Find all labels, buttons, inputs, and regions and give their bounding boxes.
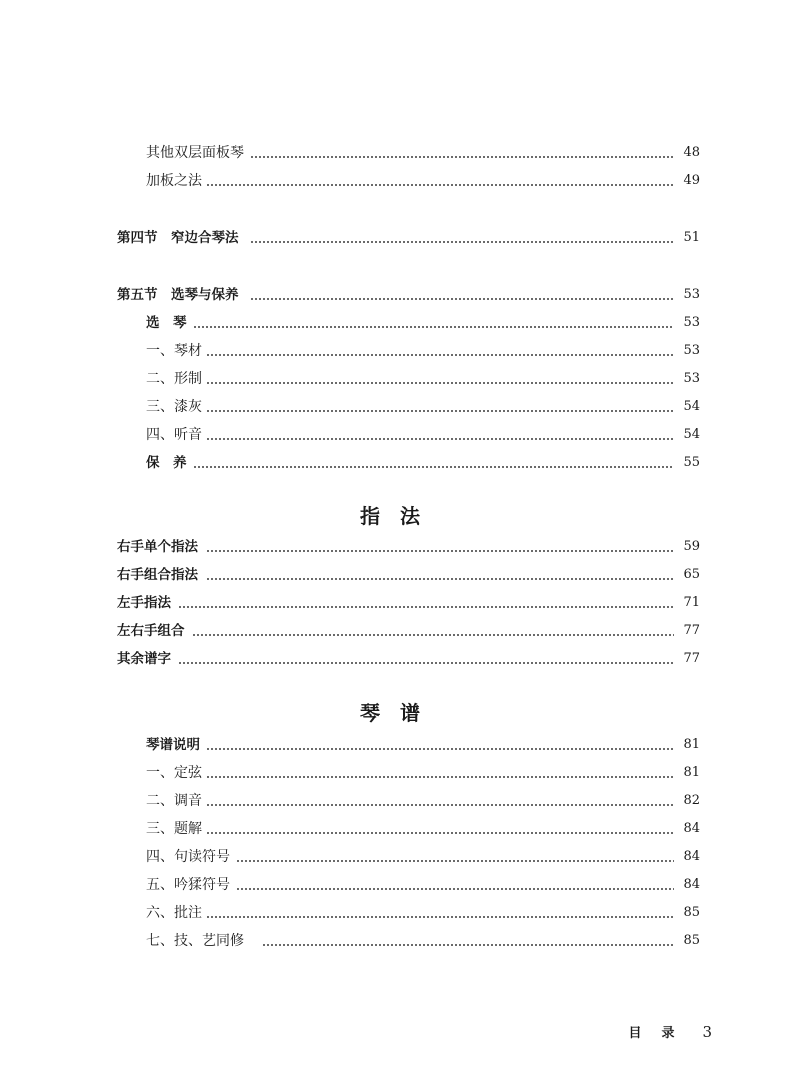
toc-entry-label: 选 琴 [146,311,187,335]
section-heading-fingering: 指法 [360,504,440,528]
toc-leader-dots [206,423,674,447]
toc-entry [0,535,800,559]
page-footer [628,1022,712,1041]
toc-page-number: 48 [683,145,700,160]
toc-entry-label: 保 养 [146,451,187,475]
toc-page-number: 71 [683,595,700,610]
toc-entry [0,339,800,363]
toc-leader-dots [206,395,674,419]
toc-page-number: 53 [683,287,700,302]
toc-leader-dots [236,873,674,897]
toc-leader-dots [192,619,674,643]
toc-page-number: 55 [683,455,700,470]
toc-page-number: 85 [683,933,700,948]
toc-entry-label: 左手指法 [117,591,171,615]
toc-entry-label: 加板之法 [146,169,202,193]
toc-entry [0,395,800,419]
toc-page-number: 65 [683,567,700,582]
toc-entry-label: 一、琴材 [146,339,202,363]
toc-leader-dots [178,647,674,671]
toc-leader-dots [250,283,674,307]
toc-entry [0,591,800,615]
toc-entry [0,169,800,193]
toc-entry-label: 第五节 选琴与保养 [117,283,239,307]
toc-entry-label: 琴谱说明 [146,733,200,757]
toc-page-number: 77 [683,651,700,666]
toc-page-number: 59 [683,539,700,554]
toc-entry-section [0,283,800,307]
toc-leader-dots [236,845,674,869]
toc-page-number: 49 [683,173,700,188]
toc-entry-label: 四、听音 [146,423,202,447]
toc-page-number: 53 [683,371,700,386]
toc-leader-dots [262,929,674,953]
toc-entry [0,845,800,869]
toc-entry [0,761,800,785]
toc-entry-label: 左右手组合 [117,619,185,643]
toc-entry [0,563,800,587]
toc-entry [0,789,800,813]
toc-entry [0,929,800,953]
toc-entry-label: 二、调音 [146,789,202,813]
toc-entry [0,619,800,643]
toc-entry-label: 其余谱字 [117,647,171,671]
toc-page-number: 53 [683,315,700,330]
toc-entry [0,451,800,475]
toc-leader-dots [193,451,674,475]
toc-page-number: 53 [683,343,700,358]
toc-entry-label: 二、形制 [146,367,202,391]
toc-page-number: 84 [683,849,700,864]
toc-entry-label: 四、句读符号 [146,845,230,869]
toc-entry [0,647,800,671]
toc-entry [0,367,800,391]
section-heading-score: 琴谱 [360,701,440,725]
toc-leader-dots [250,226,674,250]
toc-entry-label: 七、技、艺同修 [146,929,244,953]
toc-leader-dots [206,901,674,925]
toc-page-number: 81 [683,737,700,752]
running-title: 目录 [628,1026,695,1041]
toc-leader-dots [206,367,674,391]
toc-entry-label: 五、吟猱符号 [146,873,230,897]
toc-entry-label: 右手组合指法 [117,563,198,587]
toc-page-number: 81 [683,765,700,780]
toc-page-number: 85 [683,905,700,920]
toc-page-number: 54 [683,427,700,442]
toc-entry-label: 三、漆灰 [146,395,202,419]
toc-page-number: 77 [683,623,700,638]
toc-entry-label: 其他双层面板琴 [146,141,244,165]
toc-leader-dots [206,817,674,841]
toc-leader-dots [193,311,674,335]
toc-entry-section [0,226,800,250]
page-number: 3 [702,1023,712,1041]
toc-leader-dots [206,733,674,757]
toc-page-number: 84 [683,821,700,836]
toc-page-number: 51 [683,230,700,245]
toc-page-number: 84 [683,877,700,892]
toc-page-number: 54 [683,399,700,414]
toc-entry-label: 右手单个指法 [117,535,198,559]
toc-entry [0,141,800,165]
toc-entry [0,873,800,897]
toc-leader-dots [206,535,674,559]
toc-leader-dots [178,591,674,615]
toc-page-number: 82 [683,793,700,808]
toc-leader-dots [206,789,674,813]
toc-leader-dots [250,141,674,165]
toc-entry-label: 一、定弦 [146,761,202,785]
toc-entry [0,733,800,757]
toc-leader-dots [206,761,674,785]
toc-entry [0,423,800,447]
toc-entry [0,901,800,925]
toc-entry-label: 三、题解 [146,817,202,841]
toc-entry [0,311,800,335]
toc-entry [0,817,800,841]
toc-entry-label: 六、批注 [146,901,202,925]
toc-leader-dots [206,563,674,587]
toc-leader-dots [206,169,674,193]
toc-entry-label: 第四节 窄边合琴法 [117,226,239,250]
toc-leader-dots [206,339,674,363]
